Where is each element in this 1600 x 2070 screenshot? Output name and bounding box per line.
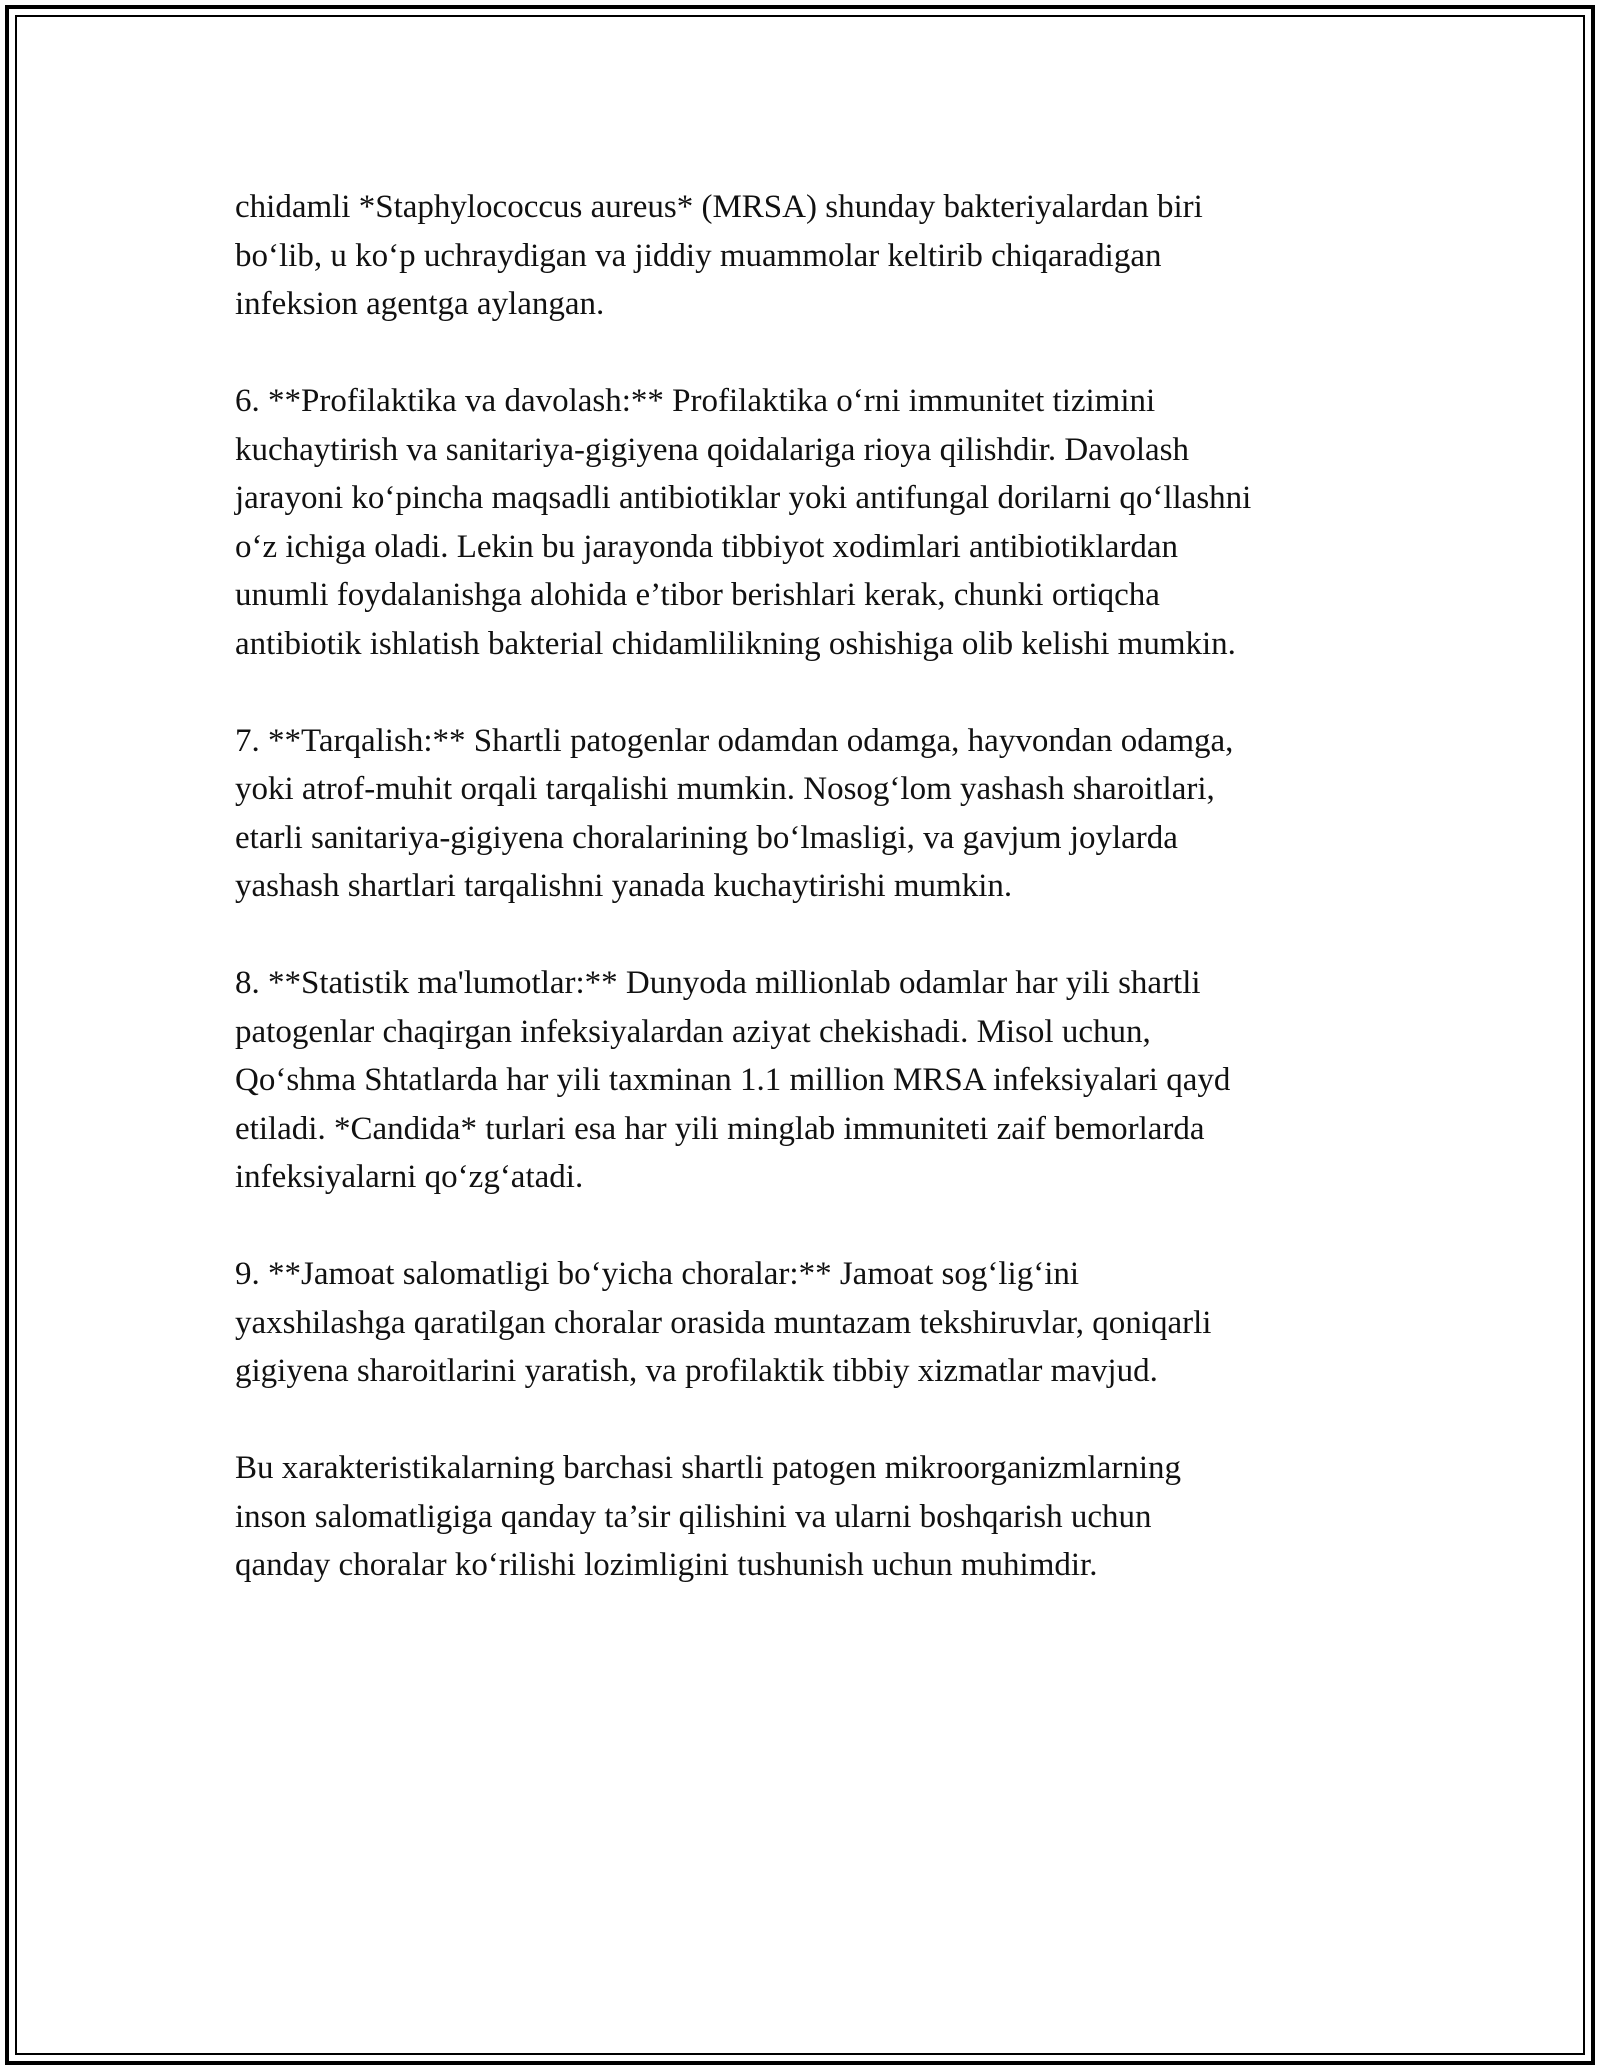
- text-line: 8. **Statistik ma'lumotlar:** Dunyoda millionlab odamlar har yili shartli: [235, 965, 1201, 1001]
- text-line: Qo‘shma Shtatlarda har yili taxminan 1.1 million MRSA infeksiyalari qayd: [235, 1062, 1231, 1098]
- text-line: gigiyena sharoitlarini yaratish, va profilaktik tibbiy xizmatlar mavjud.: [235, 1353, 1158, 1389]
- text-line: infeksiyalarni qo‘zg‘atadi.: [235, 1159, 584, 1195]
- text-line: unumli foydalanishga alohida e’tibor berishlari kerak, chunki ortiqcha: [235, 577, 1160, 613]
- text-line: yoki atrof-muhit orqali tarqalishi mumkin. Nosog‘lom yashash sharoitlari,: [235, 771, 1215, 807]
- paragraph-public-health: [235, 1250, 1375, 1396]
- paragraph-conclusion: [235, 1444, 1375, 1590]
- text-line: 6. **Profilaktika va davolash:** Profilaktika o‘rni immunitet tizimini: [235, 383, 1156, 419]
- text-line: antibiotik ishlatish bakterial chidamlilikning oshishiga olib kelishi mumkin.: [235, 625, 1236, 662]
- document-body: [235, 183, 1375, 1590]
- text-line: 7. **Tarqalish:** Shartli patogenlar odamdan odamga, hayvondan odamga,: [235, 722, 1234, 759]
- text-line: 9. **Jamoat salomatligi bo‘yicha choralar:** Jamoat sog‘lig‘ini: [235, 1256, 1080, 1292]
- text-line: patogenlar chaqirgan infeksiyalardan aziyat chekishadi. Misol uchun,: [235, 1013, 1151, 1050]
- text-line: inson salomatligiga qanday ta’sir qilishini va ularni boshqarish uchun: [235, 1498, 1152, 1535]
- text-line: yaxshilashga qaratilgan choralar orasida muntazam tekshiruvlar, qoniqarli: [235, 1304, 1212, 1341]
- text-line: Bu xarakteristikalarning barchasi shartli patogen mikroorganizmlarning: [235, 1450, 1182, 1486]
- text-line: o‘z ichiga oladi. Lekin bu jarayonda tibbiyot xodimlari antibiotiklardan: [235, 528, 1178, 565]
- text-line: qanday choralar ko‘rilishi lozimligini tushunish uchun muhimdir.: [235, 1547, 1098, 1583]
- text-line: kuchaytirish va sanitariya-gigiyena qoidalariga rioya qilishdir. Davolash: [235, 431, 1189, 468]
- text-line: bo‘lib, u ko‘p uchraydigan va jiddiy muammolar keltirib chiqaradigan: [235, 237, 1162, 274]
- text-line: jarayoni ko‘pincha maqsadli antibiotiklar yoki antifungal dorilarni qo‘llashni: [235, 480, 1252, 516]
- paragraph-prevention-treatment: [235, 377, 1375, 668]
- paragraph-mrsa-continuation: [235, 183, 1375, 329]
- text-line: etarli sanitariya-gigiyena choralarining bo‘lmasligi, va gavjum joylarda: [235, 819, 1178, 856]
- paragraph-statistics: [235, 959, 1375, 1202]
- text-line: chidamli *Staphylococcus aureus* (MRSA) shunday bakteriyalardan biri: [235, 189, 1203, 225]
- text-line: yashash shartlari tarqalishni yanada kuchaytirishi mumkin.: [235, 868, 1013, 904]
- text-line: infeksion agentga aylangan.: [235, 286, 605, 322]
- paragraph-spread: [235, 717, 1375, 911]
- text-line: etiladi. *Candida* turlari esa har yili minglab immuniteti zaif bemorlarda: [235, 1110, 1205, 1147]
